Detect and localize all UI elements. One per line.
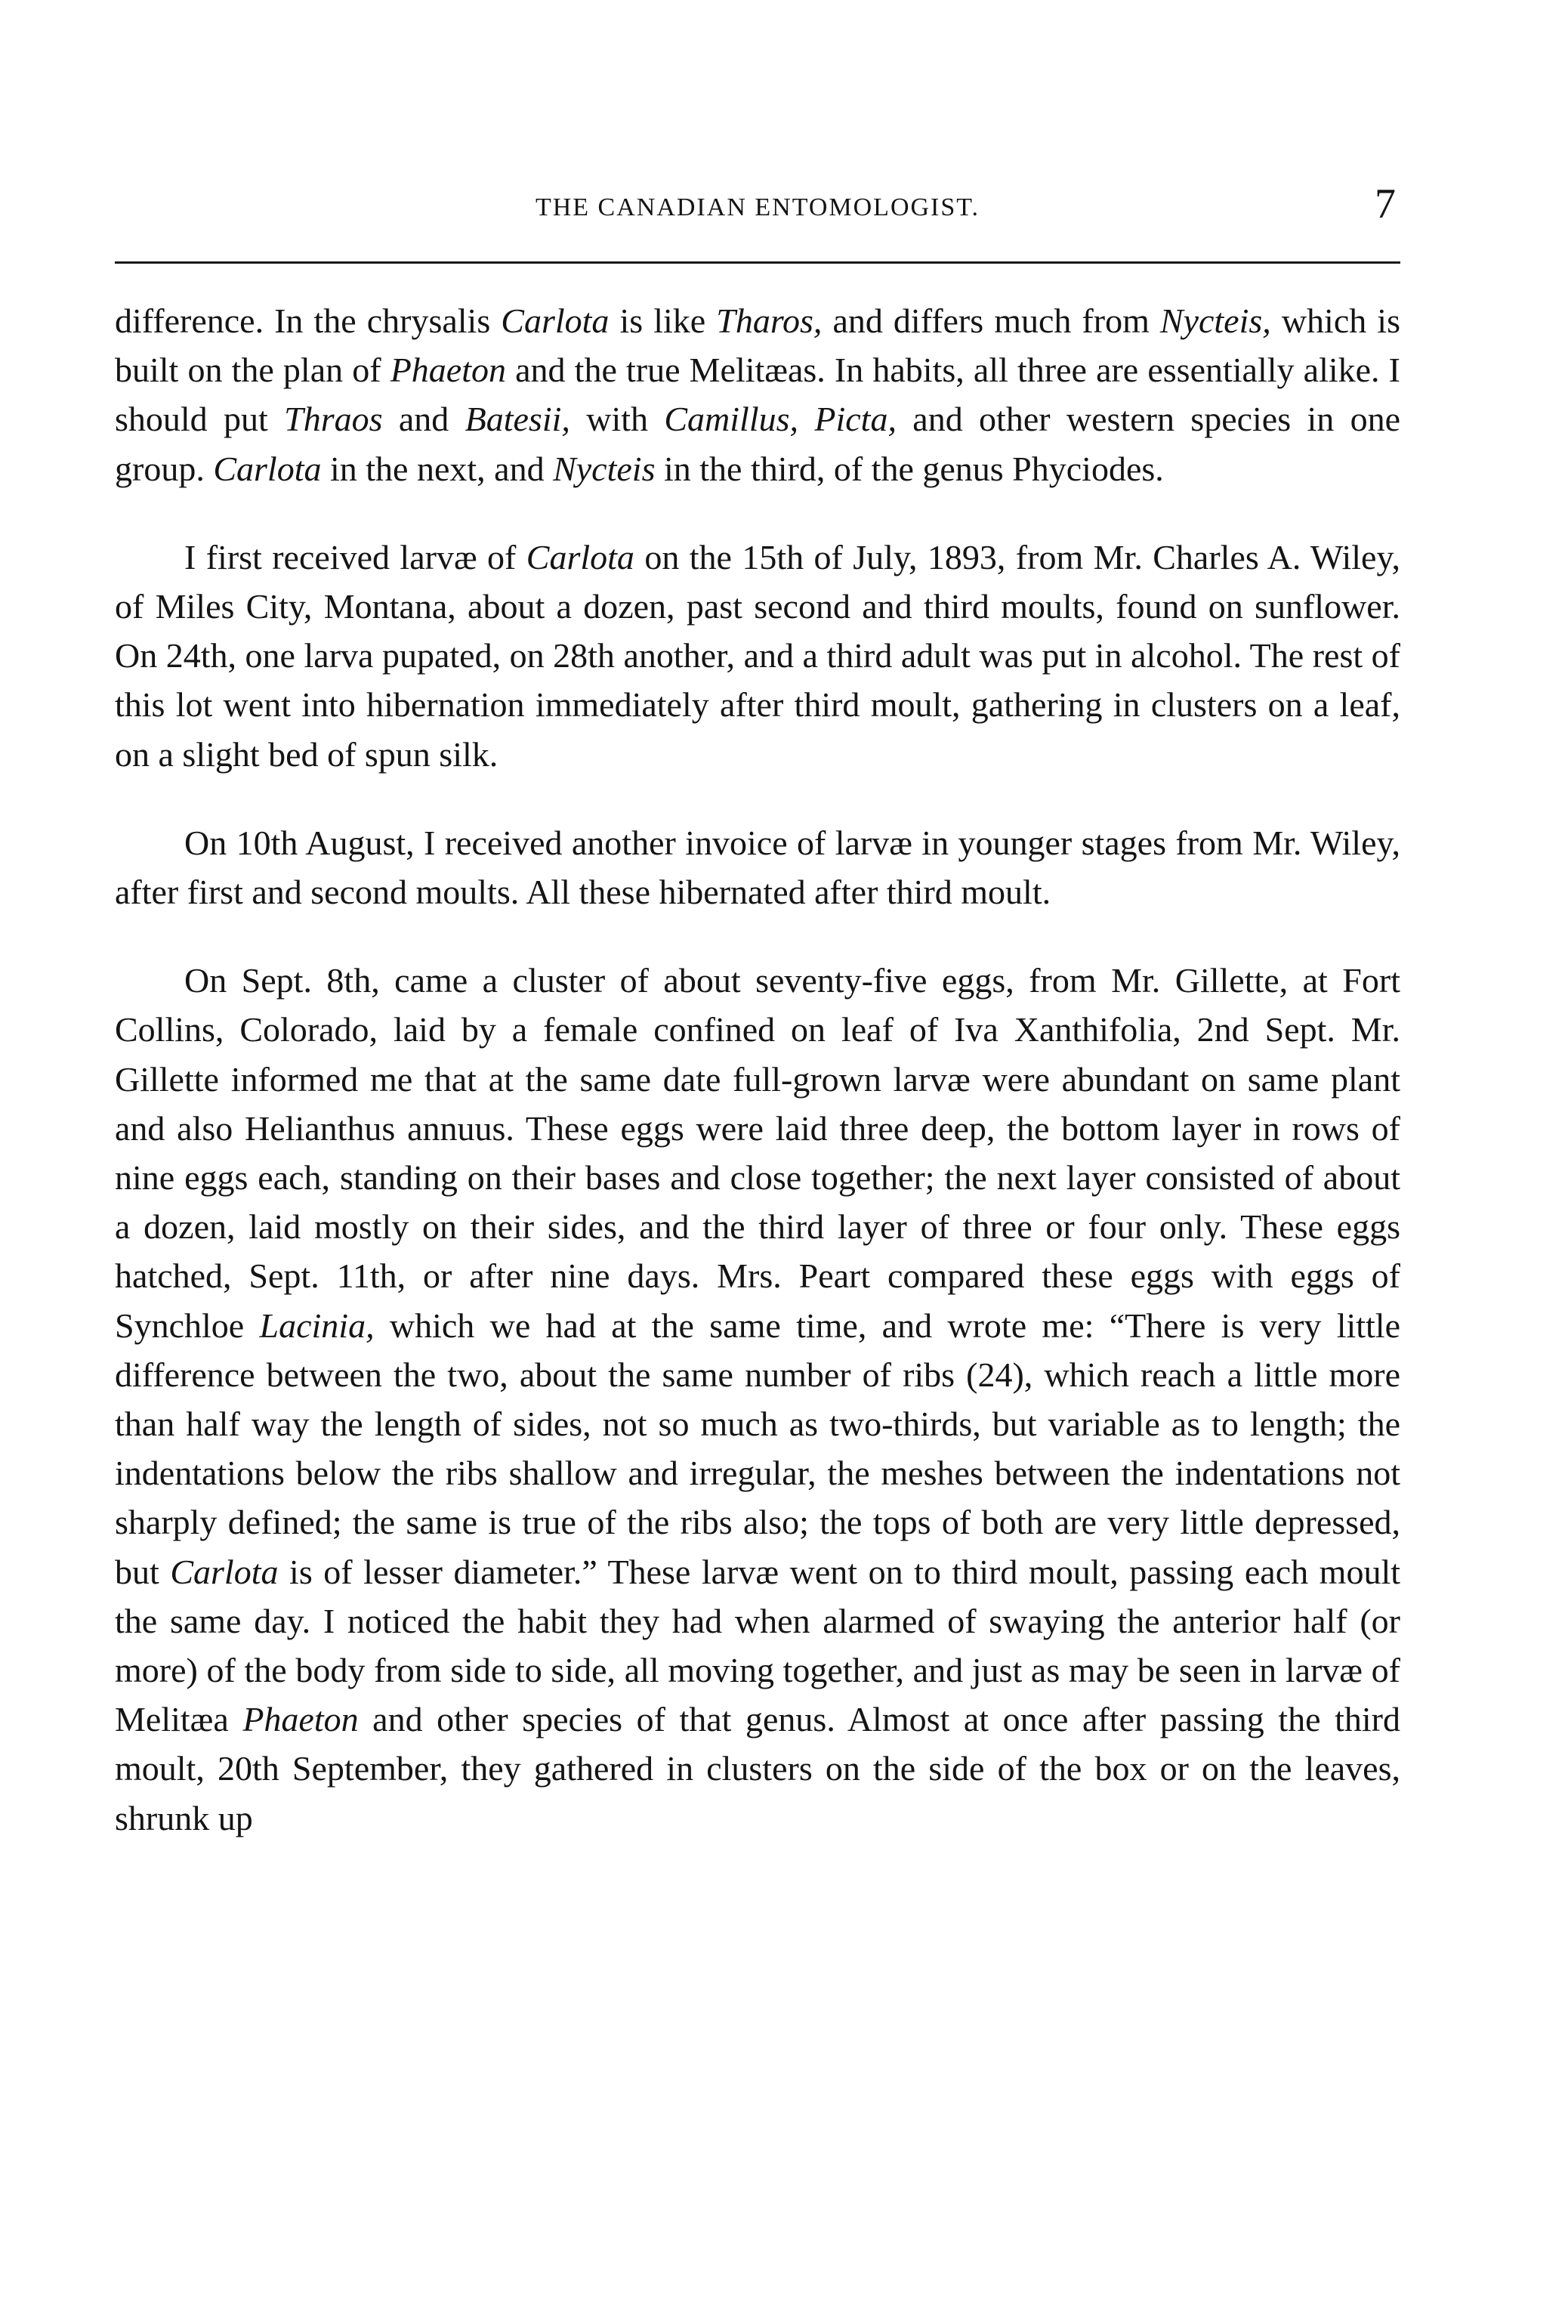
header-rule — [115, 261, 1400, 264]
article-body — [115, 296, 1400, 1843]
specimen-name: Lacinia, — [259, 1306, 375, 1345]
text-run: with — [569, 400, 665, 439]
specimen-name: Phaeton — [390, 351, 506, 390]
text-run: which we had at the same time, and wrote me: “There is very little difference between the two, about the same number of ribs (24), which reach a little more than half way the length of sides, not so much as two-thirds, but variable as to length; the indentations below the ribs shallow and irregular, the meshes between the indentations not sharply defined; the same is true of the ribs also; the tops of both are very little depressed, but — [115, 1306, 1401, 1591]
specimen-name: Carlota — [213, 449, 322, 488]
specimen-name: Carlota — [501, 301, 610, 340]
specimen-name: Camillus, — [664, 400, 799, 439]
paragraph — [115, 818, 1400, 916]
text-run: and the true Melitæas. In habits, all three are essentially alike. I should put — [115, 351, 1400, 439]
specimen-name: Carlota — [526, 537, 634, 576]
page-header — [115, 181, 1400, 231]
text-run: and other species of that genus. Almost at once after passing the third moult, 20th September, they gathered in clusters on the side of the box or on the leaves, shrunk up — [115, 1700, 1400, 1837]
specimen-name: Thraos — [284, 400, 383, 439]
text-run: and — [382, 400, 465, 439]
specimen-name: Carlota — [170, 1552, 279, 1591]
running-title: THE CANADIAN ENTOMOLOGIST. — [535, 193, 980, 221]
text-run: I first received larvæ of — [184, 537, 526, 576]
specimen-name: Tharos, — [716, 301, 823, 340]
text-run: in the third, of the genus Phyciodes. — [655, 449, 1164, 488]
text-run: on the 15th of July, 1893, from Mr. Charles A. Wiley, of Miles City, Montana, about a dozen, past second and third moults, found on sunflower. On 24th, one larva pupated, on 28th another, and a third adult was put in alcohol. The rest of this lot went into hibernation immediately after third moult, gathering in clusters on a leaf, on a slight bed of spun silk. — [115, 537, 1400, 774]
text-run: and differs much from — [822, 301, 1160, 340]
paragraph — [115, 296, 1400, 493]
text-run: On Sept. 8th, came a cluster of about seventy-five eggs, from Mr. Gillette, at Fort Collins, Colorado, laid by a female confined on leaf of Iva Xanthifolia, 2nd Sept. Mr. Gillette informed me that at the same date full-grown larvæ were abundant on same plant and also Helianthus annuus. These eggs were laid three deep, the bottom layer in rows of nine eggs each, standing on their bases and close together; the next layer consisted of about a dozen, laid mostly on their sides, and the third layer of three or four only. These eggs hatched, Sept. 11th, or after nine days. Mrs. Peart compared these eggs with eggs of Synchloe — [115, 961, 1400, 1345]
specimen-name: Nycteis, — [1159, 301, 1271, 340]
specimen-name: Phaeton — [242, 1700, 359, 1739]
text-run: and other western species in one group. — [115, 400, 1401, 488]
paragraph — [115, 956, 1400, 1843]
text-run: which is built on the plan of — [115, 301, 1400, 390]
specimen-name: Nycteis — [553, 449, 656, 488]
text-run — [798, 400, 814, 438]
document-page — [115, 0, 1400, 2324]
text-run: in the next, and — [321, 449, 554, 488]
text-run: is of lesser diameter.” These larvæ went on to third moult, passing each moult the same day. I noticed the habit they had when alarmed of swaying the anterior half (or more) of the body from side to side, all moving together, and just as may be seen in larvæ of Melitæa — [115, 1552, 1401, 1739]
text-run: difference. In the chrysalis — [115, 301, 502, 340]
page-number: 7 — [1375, 181, 1396, 227]
text-run: is like — [609, 301, 717, 340]
paragraph — [115, 533, 1400, 779]
specimen-name: Batesii, — [465, 400, 570, 439]
specimen-name: Picta, — [814, 400, 897, 439]
text-run: On 10th August, I received another invoice of larvæ in younger stages from Mr. Wiley, after first and second moults. All these hibernated after third moult. — [115, 823, 1400, 912]
